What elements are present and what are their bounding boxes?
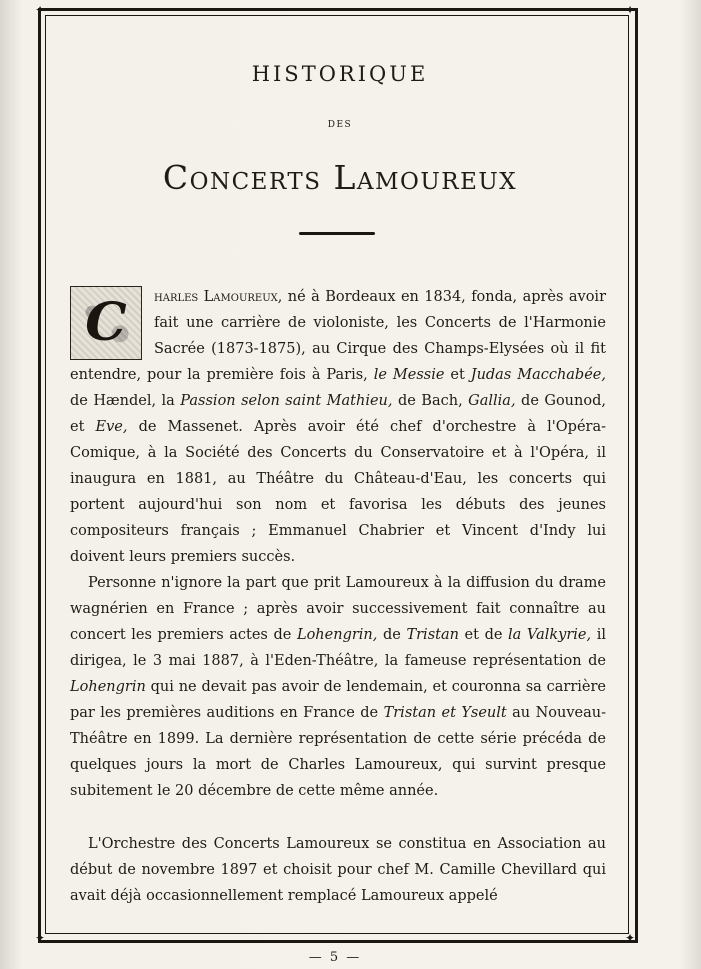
paragraph-3: L'Orchestre des Concerts Lamoureux se constitua en Association au début de novembre 1897 et choisit pour chef M. Camille Chevillard qui avait déjà occasionnellement remplacé Lamoureux appelé <box>70 836 606 904</box>
corner-ornament-icon: ✦ <box>624 3 636 17</box>
page-title: Concerts Lamoureux <box>162 158 518 197</box>
paragraph-3-container <box>70 831 606 909</box>
page-title-top: HISTORIQUE <box>251 62 429 86</box>
paragraph-2: Personne n'ignore la part que prit Lamoureux à la diffusion du drame wagnérien en France ; après avoir successivement fait connaître au concert les premiers actes de Lohengrin, de Tristan et de la Valkyrie, il dirigea, le 3 mai 1887, à l'Eden-Théâtre, la fameuse représentation de Lohengrin qui ne devait pas avoir de lendemain, et couronna sa carrière par les premières auditions en France de Tristan et Yseult au Nouveau-Théâtre en 1899. La dernière représentation de cette série précéda de quelques jours la mort de Charles Lamoureux, qui survint presque subitement le 20 décembre de cette même année. <box>70 575 606 799</box>
drop-cap-ornament: C <box>70 286 142 360</box>
corner-ornament-icon: ✦ <box>34 931 46 945</box>
paragraph-1: C harles Lamoureux, né à Bordeaux en 1834, fonda, après avoir fait une carrière de violoniste, les Concerts de l'Harmonie Sacrée (1873-1875), au Cirque des Champs-Elysées où il fit entendre, pour la première fois à Paris, le Messie et Judas Macchabée, de Hændel, la Passion selon saint Mathieu, de Bach, Gallia, de Gounod, et Eve, de Massenet. Après avoir été chef d'orchestre à l'Opéra-Comique, à la Société des Concerts du Conservatoire et à l'Opéra, il inaugura en 1881, au Théâtre du Château-d'Eau, les concerts qui portent aujourd'hui son nom et favorisa les débuts des jeunes compositeurs français ; Emmanuel Chabrier et Vincent d'Indy lui doivent leurs premiers succès. <box>70 284 606 570</box>
page-number: — 5 — <box>308 950 362 965</box>
corner-ornament-icon: ✦ <box>624 931 636 945</box>
corner-ornament-icon: ✦ <box>34 3 46 17</box>
title-divider <box>299 232 375 235</box>
page-title-des: DES <box>327 120 353 130</box>
